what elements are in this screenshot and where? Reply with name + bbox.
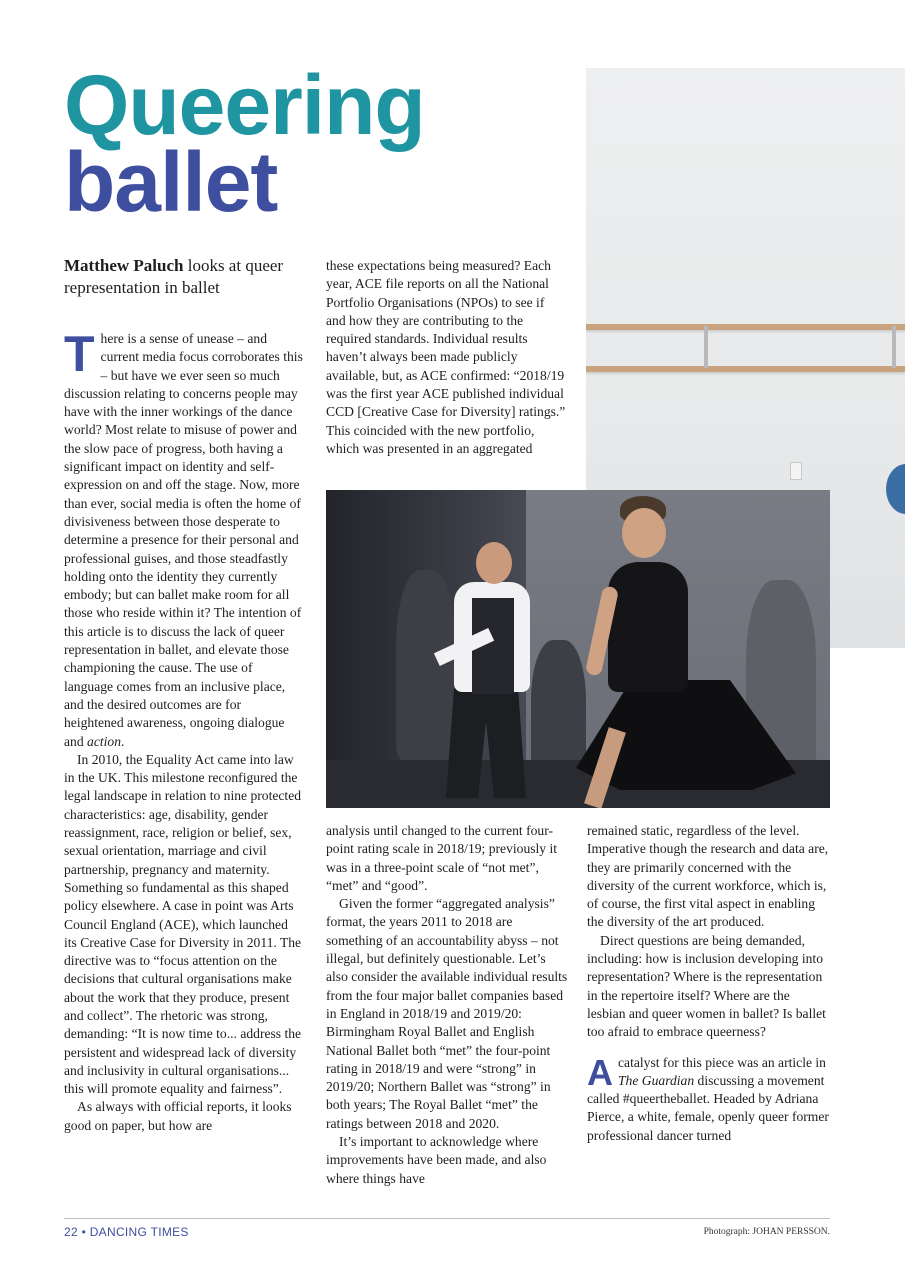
column-3 <box>587 822 831 1145</box>
paragraph-text: . <box>121 733 125 749</box>
paragraph: Given the former “aggregated analysis” format, the years 2011 to 2018 are something of an accountability abyss – not illegal, but definitely questionable. Let’s also consider the available individual results from the four major ballet companies based in England in 2018/19 and 2019/20: Birmingham Royal Ballet and English National Ballet both “met” the four-point rating in 2018/19 and were “strong” in 2019/20; Northern Ballet was “strong” in both years; The Royal Ballet “met” the ratings between 2018 and 2020. <box>326 896 568 1131</box>
paragraph: In 2010, the Equality Act came into law in the UK. This milestone reconfigured the legal landscape in relation to nine protected characteristics: age, disability, gender reassignment, race, religion or belief, sex, sexual orientation, marriage and civil partnership, pregnancy and maternity. Something so fundamental as this shaped policy elsewhere. A case in point was Arts Council England (ACE), which launched its Creative Case for Diversity in 2011. The directive was to “focus attention on the decisions that cultural organisations make about the work that they produce, present and collect”. The rhetoric was strong, demanding: “It is now time to... address the persistent and widespread lack of diversity and inclusivity in cultural organisations... this will promote equality and fairness”. <box>64 751 302 1097</box>
publication-name: The Guardian <box>618 1072 695 1088</box>
footer-rule <box>64 1218 830 1219</box>
paragraph: It’s important to acknowledge where improvements have been made, and also where things have <box>326 1134 547 1186</box>
standfirst-text: looks at queer representation in ballet <box>64 256 284 297</box>
drop-cap: A <box>587 1051 613 1093</box>
emphasis: action <box>87 733 122 749</box>
paragraph: remained static, regardless of the level. Imperative though the research and data are, they are primarily concerned with the diversity of the current workforce, which is, of course, the first vital aspect in enabling the diversity of the art produced. <box>587 823 829 930</box>
background-figure <box>396 570 456 760</box>
paragraph: As always with official reports, it looks good on paper, but how are <box>64 1099 292 1133</box>
page-folio: 22 • DANCING TIMES <box>64 1225 189 1239</box>
paragraph <box>64 326 304 751</box>
wall-socket <box>790 462 802 480</box>
paragraph: Direct questions are being demanded, including: how is inclusion developing into representation? Where is the representation in the repertoire itself? Where are the lesbian and queer women in ballet? Is ballet too afraid to embrace queerness? <box>587 932 826 1040</box>
paragraph <box>587 1051 831 1145</box>
paragraph: these expectations being measured? Each year, ACE file reports on all the National Portfolio Organisations (NPOs) to see if and how they are contributing to the required standards. Individual results haven’t always been made publicly available, but, as ACE confirmed: “2018/19 was the first year ACE published individual CCD [Creative Case for Diversity] ratings.” This coincided with the new portfolio, which was presented in an aggregated <box>326 258 566 456</box>
paragraph-text: discussing a movement called #queertheballet. Headed by Adriana Pierce, a white, female, openly queer former professional dancer turned <box>587 1072 829 1143</box>
column-1 <box>64 326 304 1135</box>
barre-bracket <box>892 326 896 368</box>
female-dancer-head <box>622 508 666 558</box>
column-2-top <box>326 257 566 458</box>
standfirst <box>64 255 309 299</box>
drop-cap: T <box>64 326 95 382</box>
column-2-bottom <box>326 822 568 1188</box>
paragraph-text: here is a sense of unease – and current media focus corroborates this – but have we ever seen so much discussion relating to concerns people may have with the inner workings of the dance world? Most relate to misuse of power and the slow pace of progress, both having a significant impact on identity and self-expression on and off the stage. Now, more than ever, social media is often the home of divisiveness between those desperate to determine a presence for their personal and professional guises, and those steadfastly holding onto the identity they currently embody; but can ballet make room for all those who reside within it? The intention of this article is to discuss the lack of queer representation in ballet, and elevate those championing the cause. The use of language comes from an inclusive place, and the desired outcomes are for heightened awareness, ongoing dialogue and <box>64 331 303 749</box>
photo-credit: Photograph: JOHAN PERSSON. <box>703 1227 830 1237</box>
female-dancer-dress <box>608 562 688 692</box>
paragraph: analysis until changed to the current four-point rating scale in 2018/19; previously it was in a three-point scale of “not met”, “met” and “good”. <box>326 823 558 893</box>
male-dancer-head <box>476 542 512 584</box>
blue-object <box>886 464 905 514</box>
dancers-photo <box>326 490 830 808</box>
barre-rail-upper <box>586 324 905 330</box>
author-name: Matthew Paluch <box>64 256 184 275</box>
title-line-2: ballet <box>64 135 278 229</box>
title-line-1: Queering <box>64 58 425 152</box>
barre-rail-lower <box>586 366 905 372</box>
barre-bracket <box>704 326 708 368</box>
paragraph-text: catalyst for this piece was an article in <box>618 1054 826 1070</box>
